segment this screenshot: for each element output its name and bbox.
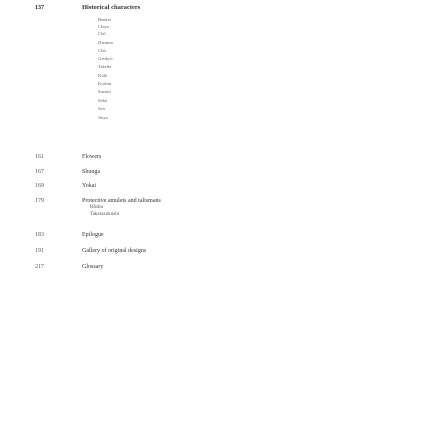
section-title: Historical characters xyxy=(82,4,141,11)
toc-entry-glossary xyxy=(0,263,424,273)
subentry: Sōkō xyxy=(98,98,108,103)
section-title: Yokai xyxy=(82,183,97,189)
subentry: Genkyō xyxy=(98,56,113,61)
subentry: Sen xyxy=(98,106,105,111)
section-title: Shunga xyxy=(82,169,100,175)
page-number: 179 xyxy=(35,198,44,204)
toc-entry-protective-amulets xyxy=(0,197,424,207)
page-number: 191 xyxy=(35,248,44,254)
section-title: Glossary xyxy=(82,264,104,270)
toc-entry-flowers xyxy=(0,153,424,163)
section-title: Protective amulets and talismans xyxy=(82,198,161,204)
page-number: 217 xyxy=(35,264,44,270)
subentry: Chiyo xyxy=(98,24,110,29)
subentry: Daruma xyxy=(98,40,113,45)
toc-entry-yokai xyxy=(0,182,424,192)
subentry: Kidō xyxy=(98,73,108,78)
page-number: 137 xyxy=(35,5,44,11)
subentry: Jinya xyxy=(98,115,108,120)
subentry: Hōshu xyxy=(90,205,104,210)
section-title: Epilogue xyxy=(82,232,104,238)
subentry: Chō xyxy=(98,31,106,36)
subentry: Koshin xyxy=(98,81,112,86)
subentry: Takarazukushi xyxy=(90,212,120,217)
section-title: Flowers xyxy=(82,154,102,160)
page-number: 169 xyxy=(35,183,44,189)
toc-entry-epilogue xyxy=(0,231,424,241)
toc-entry-gallery xyxy=(0,247,424,257)
toc-entry-historical-characters xyxy=(0,4,424,14)
page-number: 167 xyxy=(35,169,44,175)
page-number: 161 xyxy=(35,154,44,160)
page-number: 183 xyxy=(35,232,44,238)
subentry: Chū xyxy=(98,48,106,53)
toc-entry-shunga xyxy=(0,168,424,178)
subentry: Benkei xyxy=(98,17,112,22)
subentry: Suzuki xyxy=(98,89,111,94)
section-title: Gallery of original designs xyxy=(82,248,147,254)
subentry: Takeda xyxy=(98,64,112,69)
